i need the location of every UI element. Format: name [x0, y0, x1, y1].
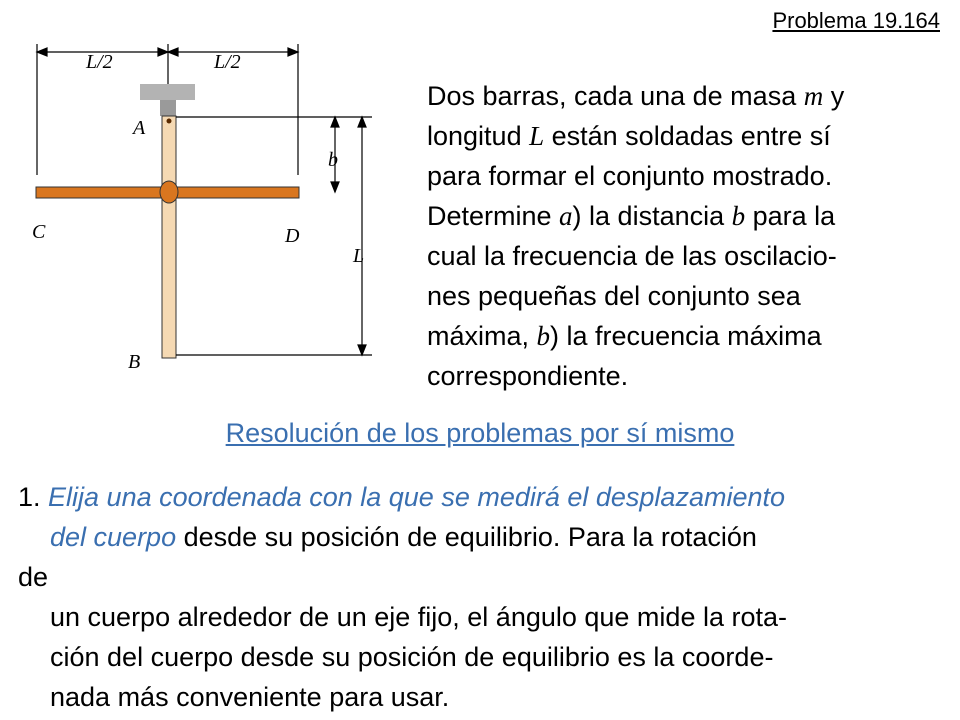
statement-line-6: nes pequeñas del conjunto sea [427, 281, 801, 311]
step-line-5: ción del cuerpo desde su posición de equilibrio es la coorde- [50, 642, 774, 672]
step-line-6: nada más conveniente para usar. [50, 682, 450, 712]
pivot-pin [167, 119, 172, 124]
label-D: D [285, 225, 300, 247]
weld-joint [160, 181, 178, 203]
step-line-4: un cuerpo alrededor de un eje fijo, el ángulo que mide la rota- [50, 602, 787, 632]
pivot-bracket [160, 100, 176, 116]
label-C: C [32, 221, 46, 243]
label-A: A [133, 117, 146, 139]
bar-assembly-figure [0, 0, 420, 400]
problem-statement [427, 76, 947, 396]
dim-label-left: L/2 [86, 51, 113, 73]
b-dimension [176, 117, 372, 192]
statement-line-4: Determine a) la distancia b para la [427, 201, 836, 231]
L-dimension [176, 117, 372, 355]
section-title: Resolución de los problemas por sí mismo [225, 418, 735, 448]
problem-number: Problema 19.164 [772, 8, 940, 33]
step-line-2: del cuerpo desde su posición de equilibrio. Para la rotación [50, 522, 757, 552]
dim-label-right: L/2 [214, 51, 241, 73]
statement-line-2: longitud L están soldadas entre sí [427, 121, 831, 151]
vertical-bar-ab [162, 116, 176, 358]
ceiling-support [140, 84, 195, 100]
step-line-3: de [18, 562, 49, 592]
statement-line-5: cual la frecuencia de las oscilacio- [427, 241, 837, 271]
statement-line-3: para formar el conjunto mostrado. [427, 161, 833, 191]
label-B: B [128, 351, 141, 373]
statement-line-8: correspondiente. [427, 361, 629, 391]
label-b: b [328, 149, 338, 171]
statement-line-7: máxima, b) la frecuencia máxima [427, 321, 822, 351]
label-L: L [353, 245, 365, 267]
step-1-text [18, 477, 948, 717]
step-line-1: 1. Elija una coordenada con la que se medirá el desplazamiento [18, 482, 786, 512]
statement-line-1: Dos barras, cada una de masa m y [427, 81, 845, 111]
